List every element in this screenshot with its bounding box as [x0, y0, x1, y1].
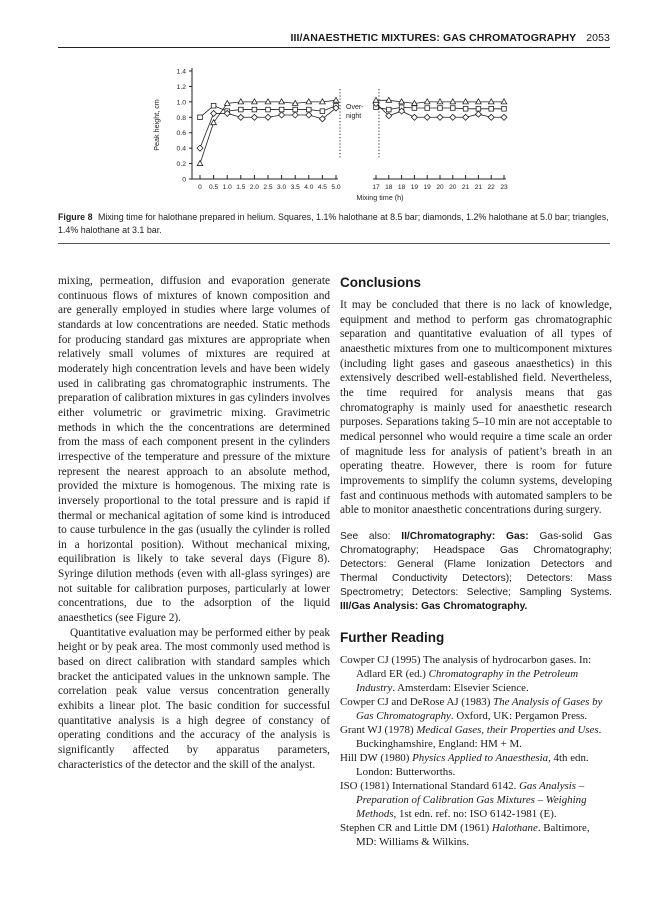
- caption-rule: [58, 243, 610, 244]
- data-point-triangle: [238, 99, 244, 104]
- figure-caption: [58, 211, 614, 236]
- data-point-square: [476, 107, 481, 112]
- data-point-triangle: [265, 99, 271, 104]
- x-tick-label: 3.0: [277, 184, 287, 191]
- page-number: 2053: [586, 32, 610, 44]
- x-tick-label: 19: [410, 184, 419, 191]
- data-point-triangle: [437, 99, 443, 104]
- data-point-diamond: [475, 111, 481, 117]
- reference-item: Stephen CR and Little DM (1961) Halothane. Baltimore, MD: Williams & Wilkins.: [340, 822, 590, 849]
- data-point-square: [387, 107, 392, 112]
- x-tick-label: 4.0: [304, 184, 314, 191]
- data-point-triangle: [279, 99, 285, 104]
- data-point-triangle: [488, 99, 494, 104]
- y-tick-label: 0.2: [176, 161, 186, 169]
- data-point-diamond: [197, 145, 203, 151]
- x-tick-label: 0.5: [209, 184, 219, 191]
- data-point-triangle: [333, 97, 339, 102]
- see-also-label: See also:: [340, 530, 391, 542]
- data-point-triangle: [373, 97, 379, 102]
- data-point-square: [502, 107, 507, 112]
- x-tick-label: 18: [385, 184, 393, 191]
- header-rule: [58, 47, 610, 48]
- left-column: [58, 274, 330, 772]
- x-tick-label: 21: [474, 184, 483, 191]
- data-point-diamond: [265, 114, 271, 120]
- x-tick-label: 21: [461, 184, 470, 191]
- reference-list: [340, 653, 612, 849]
- figure-8-chart: [150, 62, 530, 202]
- reference-item: ISO (1981) International Standard 6142. Gas Analysis – Preparation of Calibration Gas Mixtures – Weighing Methods, 1st edn. ref. no: ISO 6142-1981 (E).: [340, 780, 587, 821]
- x-tick-label: 1.5: [236, 184, 246, 191]
- y-tick-label: 0: [182, 176, 186, 184]
- x-tick-label: 19: [423, 184, 431, 191]
- conclusions-heading: Conclusions: [340, 275, 422, 290]
- y-tick-label: 1.2: [176, 83, 186, 91]
- x-tick-label: 2.5: [263, 184, 273, 191]
- x-tick-label: 23: [500, 184, 508, 191]
- data-point-square: [489, 107, 494, 112]
- data-point-square: [211, 103, 216, 108]
- data-point-triangle: [450, 99, 456, 104]
- running-head: [290, 32, 610, 44]
- data-point-diamond: [411, 114, 417, 120]
- y-tick-label: 0.6: [176, 130, 186, 138]
- running-title: III/ANAESTHETIC MIXTURES: GAS CHROMATOGRAPHY: [290, 32, 577, 44]
- data-point-triangle: [424, 99, 430, 104]
- data-point-square: [412, 106, 417, 111]
- data-point-diamond: [306, 112, 312, 118]
- data-point-diamond: [437, 114, 443, 120]
- left-paragraph-2: Quantitative evaluation may be performed either by peak height or by peak area. The most commonly used method is based on direct calibration with standard samples which bracket the anticipated values in the unknown sample. The correlation peak value versus concentration generally exhibits a linear plot. The basic condition for successful quantitative analysis is a high degree of constancy of operating conditions and the accuracy of the analysis is significantly affected by apparatus parameters, characteristics of the detector and the skill of the analyst.: [58, 626, 330, 771]
- data-point-square: [451, 106, 456, 111]
- x-tick-label: 0: [198, 184, 202, 191]
- data-point-diamond: [211, 110, 217, 116]
- further-reading-heading: Further Reading: [340, 630, 445, 646]
- x-axis-label: Mixing time (h): [356, 193, 404, 202]
- data-point-diamond: [292, 112, 298, 118]
- data-point-diamond: [488, 114, 494, 120]
- data-point-diamond: [450, 114, 456, 120]
- data-point-square: [425, 106, 430, 111]
- data-point-triangle: [501, 99, 507, 104]
- reference-item: Hill DW (1980) Physics Applied to Anaesthesia, 4th edn. London: Butterworths.: [340, 752, 589, 779]
- data-point-square: [463, 107, 468, 112]
- x-tick-label: 20: [436, 184, 444, 191]
- data-point-triangle: [252, 99, 258, 104]
- data-point-diamond: [463, 114, 469, 120]
- data-point-square: [307, 107, 312, 112]
- right-column: [340, 274, 612, 849]
- data-point-square: [239, 107, 244, 112]
- see-also-link-gas-chromatography[interactable]: II/Chromatography: Gas:: [401, 530, 529, 542]
- data-point-square: [293, 107, 298, 112]
- data-point-square: [438, 106, 443, 111]
- overnight-annotation: Over-night: [346, 104, 364, 120]
- reference-item: Cowper CJ and DeRose AJ (1983) The Analysis of Gases by Gas Chromatography. Oxford, UK: Pergamon Press.: [340, 696, 603, 723]
- figure-caption-text: Mixing time for halothane prepared in helium. Squares, 1.1% halothane at 8.5 bar; diamonds, 1.2% halothane at 5.0 bar; triangles, 1.4% halothane at 3.1 bar.: [58, 212, 609, 235]
- data-point-diamond: [279, 112, 285, 118]
- data-point-diamond: [424, 114, 430, 120]
- x-tick-label: 20: [449, 184, 457, 191]
- x-tick-label: 5.0: [331, 184, 341, 191]
- data-point-diamond: [501, 114, 507, 120]
- figure-label: Figure 8: [58, 212, 93, 222]
- see-also-link-gas-analysis[interactable]: III/Gas Analysis: Gas Chromatography.: [340, 601, 528, 613]
- x-tick-label: 2.0: [249, 184, 259, 191]
- data-point-triangle: [306, 99, 312, 104]
- x-tick-label: 18: [397, 184, 406, 191]
- conclusions-text: It may be concluded that there is no lack of knowledge, equipment and method to perform gas chromatographic separation and quantitative evaluation of all types of anaesthetic mixtures from one to multicomponent mixtures (including light gases and gaseous anaesthetics) in this extensively described well-established field. Nevertheless, the time required for analysis means that gas chromatography is mainly used for anaesthetic research purposes. Separations taking 5–10 min are not acceptable to medical personnel who would require a time scale an order of magnitude less for analysis of patient’s breath in an operating theatre. However, there is room for future improvements to simplify the column systems, developing fast and continuous methods with automated samplers to be able to monitor anaesthetic concentrations during surgery.: [340, 299, 612, 517]
- reference-item: Grant WJ (1978) Medical Gases, their Properties and Uses. Buckinghamshire, England: HM + M.: [340, 724, 602, 751]
- data-point-triangle: [476, 99, 482, 104]
- data-point-square: [198, 115, 203, 120]
- x-tick-label: 17: [372, 184, 380, 191]
- y-tick-label: 1.0: [176, 99, 186, 107]
- y-tick-label: 0.4: [176, 145, 186, 153]
- left-paragraph-1: mixing, permeation, diffusion and evaporation generate continuous flows of mixtures of known composition and are generally employed in studies where large volumes of standards at low concentrations are needed. Static methods for producing standard gas mixtures are appropriate when relatively small volumes of mixtures are required at moderately high concentration levels and have been widely used in calibrating gas chromatographic instruments. The preparation of calibration mixtures in gas cylinders involves either volumetric or gravimetric mixing. Gravimetric methods in which the the concentrations are determined from the mass of each component present in the cylinders irrespective of the temperature and pressure of the mixture represent the nearest approach to an absolute method, provided the mixture is homogenous. The mixing rate is inversely proportional to the total pressure and is rapid if thermal or mechanical agitation of some kind is introduced to cause turbulence in the gas (usually the cylinder is rolled in a horizontal position). Without mechanical mixing, equilibration is likely to take several days (Figure 8). Syringe dilution methods (even with all-glass syringes) are not suitable for calibration purposes, particularly at lower concentrations, due to the adsorption of the liquid anaesthetics (see Figure 2).: [58, 275, 330, 625]
- data-point-square: [320, 109, 325, 114]
- y-tick-label: 0.8: [176, 114, 186, 122]
- x-tick-label: 22: [487, 184, 495, 191]
- data-point-square: [266, 107, 271, 112]
- x-tick-label: 3.5: [290, 184, 300, 191]
- data-point-square: [279, 107, 284, 112]
- data-point-triangle: [386, 97, 392, 102]
- x-tick-label: 1.0: [222, 184, 232, 191]
- data-point-triangle: [463, 99, 469, 104]
- y-tick-label: 1.4: [176, 68, 186, 76]
- see-also-link-list[interactable]: Gas-solid Gas Chromatography; Headspace Gas Chromatography; Detectors: General (Flame Ionization Detectors and Thermal Conductivity Detectors); Detectors: Mass Spectrometry; Detectors: Selective; Sampling Systems.: [340, 530, 612, 599]
- data-point-diamond: [238, 114, 244, 120]
- data-point-square: [252, 107, 257, 112]
- y-axis-label: Peak height, cm: [152, 99, 161, 151]
- see-also: [340, 530, 612, 615]
- data-point-triangle: [197, 161, 203, 166]
- x-tick-label: 4.5: [317, 184, 327, 191]
- data-point-diamond: [251, 114, 257, 120]
- reference-item: Cowper CJ (1995) The analysis of hydrocarbon gases. In: Adlard ER (ed.) Chromatography in the Petroleum Industry. Amsterdam: Elsevier Science.: [340, 654, 592, 695]
